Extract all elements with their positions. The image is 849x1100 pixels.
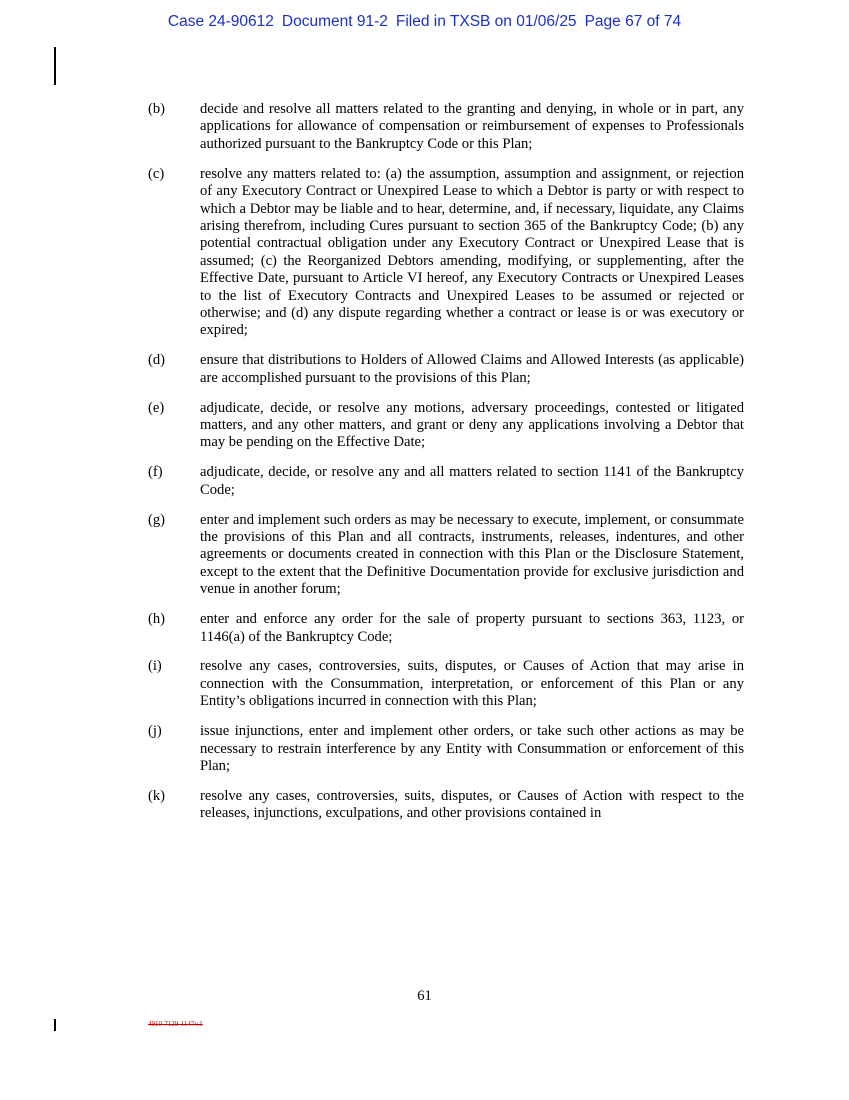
page-number: 61 [417,988,432,1004]
list-item [148,464,744,499]
provision-list [148,101,744,835]
item-label: (h) [148,611,166,628]
filed-info: Filed in TXSB on 01/06/25 [395,13,577,30]
page-info: Page 67 of 74 [584,13,682,30]
change-bar [54,47,56,85]
list-item [148,723,744,775]
item-label: (j) [148,723,162,740]
item-text: ensure that distributions to Holders of Allowed Claims and Allowed Interests (as applicable) are accomplished pursuant to the provisions of this Plan; [200,352,744,386]
list-item [148,166,744,340]
item-label: (b) [148,101,166,117]
list-item [148,658,744,710]
document-number: Document 91-2 [281,13,388,30]
item-label: (d) [148,352,166,369]
change-bar [54,1019,56,1031]
list-item [148,101,744,153]
item-text: resolve any cases, controversies, suits, disputes, or Causes of Action with respect to the releases, injunctions, exculpations, and other provisions contained in [200,787,744,822]
filing-header [0,13,849,31]
list-item [148,352,744,387]
item-label: (c) [148,165,165,182]
item-label: (f) [148,464,163,481]
case-number: Case 24-90612 [167,13,274,30]
item-label: (i) [148,658,162,675]
list-item [148,788,744,823]
item-text: enter and enforce any order for the sale of property pursuant to sections 363, 1123, or 1146(a) of the Bankruptcy Code; [200,611,744,645]
list-item [148,400,744,452]
item-label: (e) [148,399,165,416]
item-text: decide and resolve all matters related to the granting and denying, in whole or in part, any applications for allowance of compensation or reimbursement of expenses to Professionals authorized pursuant to the Bankruptcy Code or this Plan; [200,101,744,152]
item-text: adjudicate, decide, or resolve any motions, adversary proceedings, contested or litigated matters, and any other matters, and grant or deny any applications involving a Debtor that may be pending on the Effective Date; [200,399,744,451]
item-text: issue injunctions, enter and implement other orders, or take such other actions as may be necessary to restrain interference by any Entity with Consummation or enforcement of this Plan; [200,723,744,774]
item-label: (k) [148,787,166,804]
item-text: adjudicate, decide, or resolve any and all matters related to section 1141 of the Bankruptcy Code; [200,464,744,498]
document-id: 4910-7129-1147v.1 [148,1020,203,1028]
item-label: (g) [148,511,166,528]
list-item [148,611,744,646]
list-item [148,512,744,599]
item-text: resolve any matters related to: (a) the assumption, assumption and assignment, or rejection of any Executory Contract or Unexpired Lease to which a Debtor is party or with respect to which a Debtor may be liable and to hear, determine, and, if necessary, liquidate, any Claims arising therefrom, including Cures pursuant to section 365 of the Bankruptcy Code; (b) any potential contractual obligation under any Executory Contract or Unexpired Lease that is assumed; (c) the Reorganized Debtors amending, modifying, or supplementing, after the Effective Date, pursuant to Article VI hereof, any Executory Contracts or Unexpired Leases to the list of Executory Contracts and Unexpired Leases to be assumed or rejected or otherwise; and (d) any dispute regarding whether a contract or lease is or was executory or expired; [200,165,744,339]
item-text: enter and implement such orders as may be necessary to execute, implement, or consummate the provisions of this Plan and all contracts, instruments, releases, indentures, and other agreements or documents created in connection with this Plan or the Disclosure Statement, except to the extent that the Definitive Documentation provide for exclusive jurisdiction and venue in another forum; [200,511,744,598]
item-text: resolve any cases, controversies, suits, disputes, or Causes of Action that may arise in connection with the Consummation, interpretation, or enforcement of this Plan or any Entity’s obligations incurred in connection with this Plan; [200,658,744,710]
